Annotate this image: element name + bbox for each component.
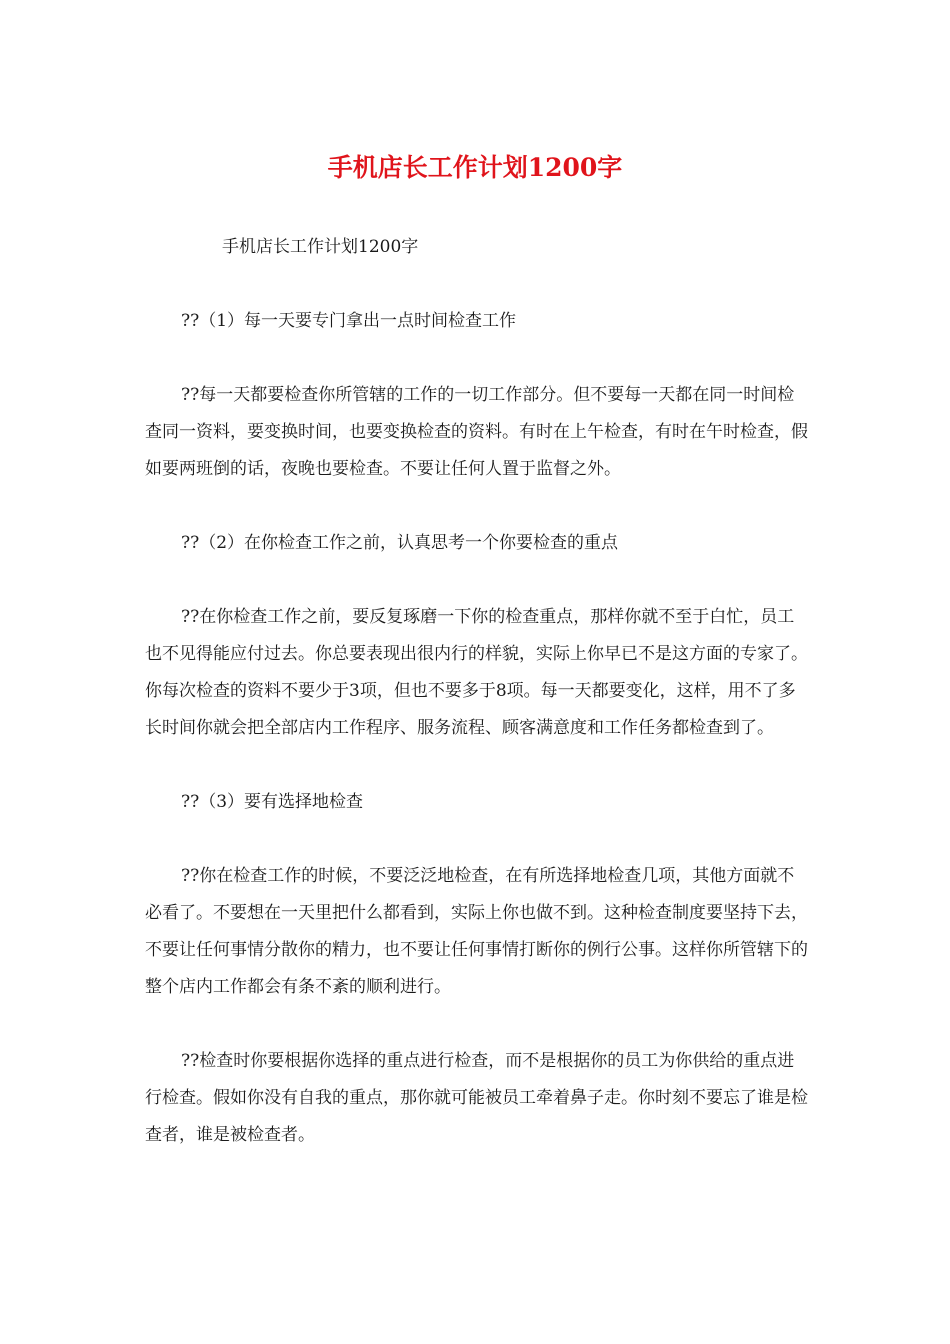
section-heading-2: ??（2）在你检查工作之前，认真思考一个你要检查的重点 [181, 533, 619, 553]
body-paragraph-1: ??每一天都要检查你所管辖的工作的一切工作部分。但不要每一天都在同一时间检查同一资料，要变换时间，也要变换检查的资料。有时在上午检查，有时在午时检查，假如要两班倒的话，夜晚也要检查。不要让任何人置于监督之外。 [145, 385, 808, 479]
section-heading-1: ??（1）每一天要专门拿出一点时间检查工作 [181, 311, 517, 331]
section-heading-3: ??（3）要有选择地检查 [181, 792, 364, 812]
body-paragraph-4: ??检查时你要根据你选择的重点进行检查，而不是根据你的员工为你供给的重点进行检查。假如你没有自我的重点，那你就可能被员工牵着鼻子走。你时刻不要忘了谁是检查者，谁是被检查者。 [145, 1051, 808, 1145]
document-title: 手机店长工作计划1200字 [327, 153, 623, 182]
document-body [145, 229, 810, 1154]
subtitle-paragraph: 手机店长工作计划1200字 [222, 237, 419, 257]
body-paragraph-3: ??你在检查工作的时候，不要泛泛地检查，在有所选择地检查几项，其他方面就不必看了。不要想在一天里把什么都看到，实际上你也做不到。这种检查制度要坚持下去，不要让任何事情分散你的精力，也不要让任何事情打断你的例行公事。这样你所管辖下的整个店内工作都会有条不紊的顺利进行。 [145, 866, 808, 997]
body-paragraph-2: ??在你检查工作之前，要反复琢磨一下你的检查重点，那样你就不至于白忙，员工也不见得能应付过去。你总要表现出很内行的样貌，实际上你早已不是这方面的专家了。你每次检查的资料不要少于3项，但也不要多于8项。每一天都要变化，这样，用不了多长时间你就会把全部店内工作程序、服务流程、顾客满意度和工作任务都检查到了。 [145, 607, 808, 738]
